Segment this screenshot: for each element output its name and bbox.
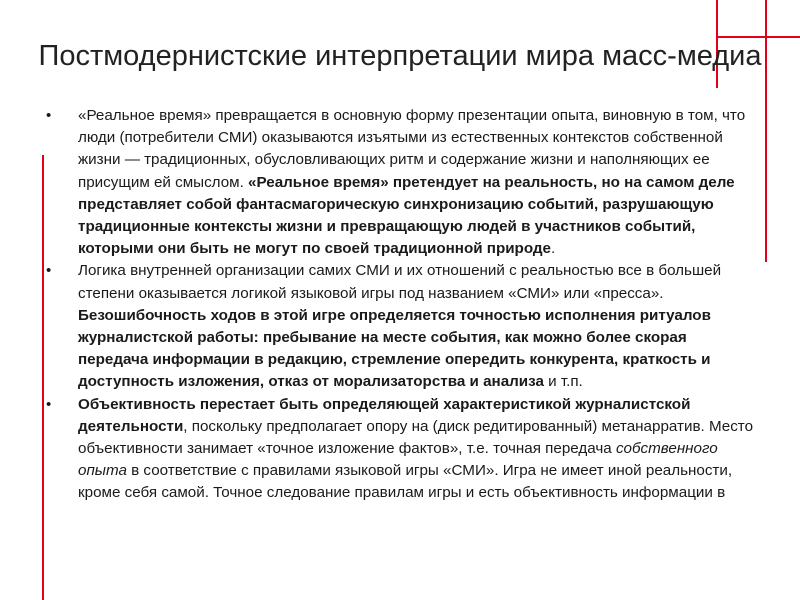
text-segment-bold: Объективность перестает быть определяющей характеристикой журналистской деятельности — [78, 395, 691, 435]
decorative-red-line-left — [42, 155, 44, 600]
bullet-item-2 — [46, 260, 756, 393]
bullet-marker: • — [46, 107, 52, 124]
bullet-text-1 — [78, 107, 745, 257]
bullet-item-1 — [46, 105, 756, 260]
bullet-item-3 — [46, 394, 756, 505]
bullet-text-2 — [78, 262, 721, 390]
text-segment-bold: Безошибочность ходов в этой игре определяется точностью исполнения ритуалов журналистской работы: пребывание на месте события, как можно более скорая передача информации в редакцию, стремление опередить конкурента, краткость и доступность изложения, отказ от морализаторства и анализа — [78, 306, 711, 391]
slide-title: Постмодернистские интерпретации мира масс-медиа — [38, 40, 762, 72]
text-segment: , поскольку предполагает опору на (диск редитированный) метанарратив. Место объективности занимает «точное изложение фактов», т.е. точная передача — [78, 417, 754, 458]
bullet-marker: • — [46, 395, 52, 413]
text-segment-italic: собственного опыта — [78, 440, 718, 480]
text-segment: . — [551, 240, 556, 258]
bullet-marker: • — [46, 262, 52, 280]
text-segment: и т.п. — [543, 373, 583, 391]
text-segment: в соответствие с правилами языковой игры «СМИ». Игра не имеет иной реальности, кроме себя самой. Точное следование правилам игры и есть объективность информации в — [78, 462, 733, 502]
text-segment-bold: «Реальное время» претендует на реальность, но на самом деле представляет собой фантасмагорическую синхронизацию событий, разрушающую традиционные контексты жизни и превращающую людей в участников событий, которыми они быть не могут по своей традиционной природе — [78, 173, 735, 258]
text-segment: «Реальное время» превращается в основную форму презентации опыта, виновную в том, что люди (потребители СМИ) оказываются изъятыми из естественных контекстов собственной жизни — традиционных, обусловливающих ритм и содержание жизни и наполняющих ее присущим ей смыслом. — [78, 107, 746, 191]
text-segment: Логика внутренней организации самих СМИ и их отношений с реальностью все в большей степени оказывается логикой языковой игры под названием «СМИ» или «пресса». — [78, 262, 722, 302]
bullet-text-3 — [78, 396, 753, 502]
bullet-list — [46, 105, 756, 505]
